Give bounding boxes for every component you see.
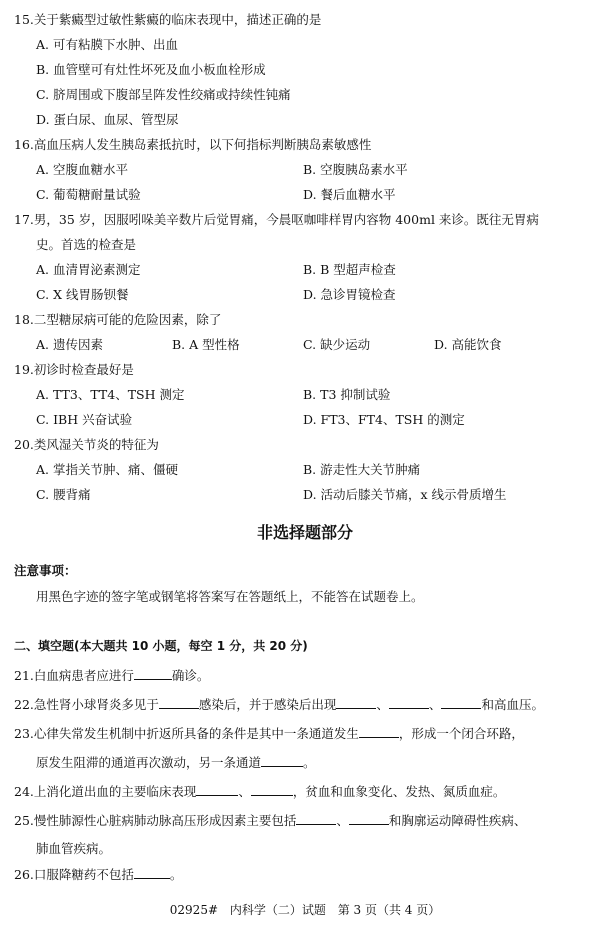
- question-17-option-b: B. B 型超声检查: [303, 262, 396, 277]
- answer-blank: [441, 696, 481, 709]
- question-19-option-c: C. IBH 兴奋试验: [36, 412, 133, 427]
- answer-blank: [336, 696, 376, 709]
- question-15-option-b: B. 血管壁可有灶性坏死及血小板血栓形成: [36, 62, 266, 77]
- question-20-option-c: C. 腰背痛: [36, 487, 91, 502]
- question-20-option-d: D. 活动后膝关节痛，x 线示骨质增生: [303, 487, 507, 502]
- question-17-option-a: A. 血清胃泌素测定: [36, 262, 141, 277]
- question-22: [14, 696, 544, 713]
- question-22-text-b: 感染后，并于感染后出现: [198, 697, 337, 712]
- question-17-option-d: D. 急诊胃镜检查: [303, 287, 396, 302]
- question-25-text-a: 25.慢性肺源性心脏病肺动脉高压形成因素主要包括: [14, 813, 297, 828]
- question-18-stem: 18.二型糖尿病可能的危险因素，除了: [14, 312, 222, 327]
- question-22-text-d: 、: [428, 697, 442, 712]
- notice-heading: 注意事项：: [14, 563, 77, 578]
- question-17-stem: 17.男，35 岁，因服吲哚美辛数片后觉胃痛，今晨呕咖啡样胃内容物 400ml 来诊。既往无胃病: [14, 212, 539, 227]
- answer-blank: [159, 696, 199, 709]
- notice-text: 用黑色字迹的签字笔或钢笔将答案写在答题纸上，不能答在试题卷上。: [36, 589, 424, 604]
- question-24: [14, 783, 505, 800]
- question-20-option-a: A. 掌指关节肿、痛、僵硬: [36, 462, 178, 477]
- question-23-text-a: 23.心律失常发生机制中折返所具备的条件是其中一条通道发生: [14, 726, 359, 741]
- question-26: [14, 866, 182, 883]
- question-24-text-a: 24.上消化道出血的主要临床表现: [14, 784, 197, 799]
- question-19-option-d: D. FT3、FT4、TSH 的测定: [303, 412, 465, 427]
- answer-blank: [134, 667, 172, 680]
- answer-blank: [296, 812, 336, 825]
- question-26-text-b: 。: [169, 867, 183, 882]
- page-footer: [0, 901, 610, 918]
- answer-blank: [349, 812, 389, 825]
- answer-blank: [389, 696, 429, 709]
- question-23-text-c: 原发生阻滞的通道再次激动，另一条通道: [36, 755, 262, 770]
- answer-blank: [196, 783, 238, 796]
- question-25: [14, 812, 526, 829]
- question-15-option-c: C. 脐周围或下腹部呈阵发性绞痛或持续性钝痛: [36, 87, 291, 102]
- question-21-text-b: 确诊。: [171, 668, 210, 683]
- question-25-text-c: 和胸廓运动障碍性疾病、: [388, 813, 527, 828]
- question-15-option-a: A. 可有粘膜下水肿、出血: [36, 37, 178, 52]
- question-17-option-c: C. X 线胃肠钡餐: [36, 287, 129, 302]
- question-16-option-d: D. 餐后血糖水平: [303, 187, 396, 202]
- question-22-text-c: 、: [376, 697, 389, 712]
- question-26-text-a: 26.口服降糖药不包括: [14, 867, 134, 882]
- question-16-option-b: B. 空腹胰岛素水平: [303, 162, 408, 177]
- page-number: 第 3 页（共 4 页）: [337, 903, 441, 917]
- question-24-text-c: ，贫血和血象变化、发热、氮质血症。: [292, 784, 506, 799]
- question-15-stem: 15.关于紫癜型过敏性紫癜的临床表现中，描述正确的是: [14, 12, 322, 27]
- question-18-option-d: D. 高能饮食: [434, 337, 502, 352]
- exam-code: 02925#: [169, 903, 219, 917]
- question-16-option-a: A. 空腹血糖水平: [36, 162, 128, 177]
- question-16-option-c: C. 葡萄糖耐量试验: [36, 187, 141, 202]
- question-25-continued: 肺血管疾病。: [36, 841, 112, 856]
- question-15-option-d: D. 蛋白尿、血尿、管型尿: [36, 112, 179, 127]
- question-19-option-b: B. T3 抑制试验: [303, 387, 391, 402]
- section-title: 非选择题部分: [256, 523, 353, 542]
- answer-blank: [261, 754, 303, 767]
- question-20-stem: 20.类风湿关节炎的特征为: [14, 437, 159, 452]
- answer-blank: [359, 725, 399, 738]
- question-18-option-a: A. 遗传因素: [36, 337, 103, 352]
- question-17-stem-continued: 史。首选的检查是: [36, 237, 137, 252]
- question-23: [14, 725, 524, 742]
- question-19-stem: 19.初诊时检查最好是: [14, 362, 134, 377]
- question-24-text-b: 、: [238, 784, 251, 799]
- question-23-text-b: ，形成一个闭合环路，: [398, 726, 524, 741]
- question-21: [14, 667, 209, 684]
- question-25-text-b: 、: [336, 813, 349, 828]
- question-21-text-a: 21.白血病患者应进行: [14, 668, 134, 683]
- question-19-option-a: A. TT3、TT4、TSH 测定: [36, 387, 185, 402]
- fill-heading: 二、填空题(本大题共 10 小题，每空 1 分，共 20 分): [14, 639, 308, 653]
- answer-blank: [251, 783, 293, 796]
- question-18-option-b: B. A 型性格: [172, 337, 240, 352]
- question-23-continued: [36, 754, 316, 771]
- exam-title: 内科学（二）试题: [229, 903, 326, 917]
- question-22-text-a: 22.急性肾小球肾炎多见于: [14, 697, 159, 712]
- question-16-stem: 16.高血压病人发生胰岛素抵抗时，以下何指标判断胰岛素敏感性: [14, 137, 372, 152]
- question-20-option-b: B. 游走性大关节肿痛: [303, 462, 421, 477]
- question-22-text-e: 和高血压。: [481, 697, 544, 712]
- question-23-text-d: 。: [303, 755, 316, 770]
- question-18-option-c: C. 缺少运动: [303, 337, 371, 352]
- answer-blank: [134, 866, 170, 879]
